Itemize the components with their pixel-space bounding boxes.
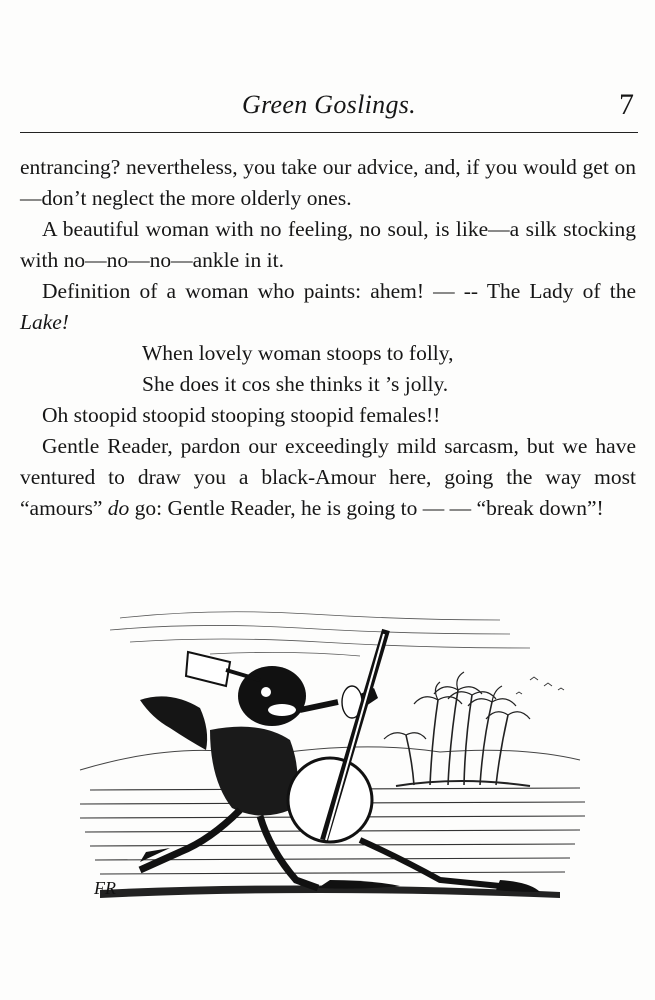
engraving-svg bbox=[60, 590, 600, 930]
verse-line-1: When lovely woman stoops to folly, bbox=[142, 341, 454, 365]
artist-signature: FR bbox=[94, 878, 116, 898]
definition-text: Definition of a woman who paints: ahem! — -- The Lady of the bbox=[42, 279, 636, 303]
page-number: 7 bbox=[619, 88, 634, 121]
figure-body bbox=[210, 727, 298, 816]
verse-line-2: She does it cos she thinks it ’s jolly. bbox=[142, 372, 449, 396]
island bbox=[396, 781, 530, 786]
header-rule bbox=[20, 132, 638, 133]
gentle-reader-italic: do bbox=[107, 496, 130, 520]
figure-pipe bbox=[300, 702, 338, 710]
birds bbox=[516, 677, 564, 694]
definition-italic: Lake! bbox=[20, 310, 69, 334]
figure-eye bbox=[261, 687, 271, 697]
coat-tail bbox=[140, 696, 207, 750]
banjo-player-engraving bbox=[60, 590, 600, 930]
gentle-reader-text-b: go: Gentle Reader, he is going to — — “break down”! bbox=[129, 496, 604, 520]
paragraph-gentle-reader bbox=[20, 431, 636, 524]
running-head bbox=[20, 88, 638, 128]
paragraph-silk-stocking: A beautiful woman with no feeling, no soul, is like—a silk stocking with no—no—no—ankle in it. bbox=[20, 217, 636, 272]
kicking-leg bbox=[360, 840, 500, 886]
palm-trees bbox=[384, 672, 530, 785]
paragraph-continued: entrancing? nevertheless, you take our advice, and, if you would get on—don’t neglect the more olderly ones. bbox=[20, 155, 636, 210]
back-leg bbox=[140, 810, 240, 870]
verse bbox=[20, 338, 636, 400]
sky-hatching bbox=[110, 612, 530, 656]
running-title: Green Goslings. bbox=[242, 90, 416, 119]
figure-hat bbox=[186, 652, 230, 686]
body-text bbox=[20, 152, 636, 524]
figure-mouth bbox=[268, 704, 296, 716]
paragraph-definition bbox=[20, 276, 636, 338]
kicking-foot bbox=[496, 880, 540, 892]
gentle-reader-text-a: Gentle Reader, pardon our exceedingly mild sarcasm, but we have ventured to draw you a black-Amour here, going the way most “amours” bbox=[20, 434, 636, 520]
paragraph-stoopid: Oh stoopid stoopid stooping stoopid females!! bbox=[42, 403, 441, 427]
